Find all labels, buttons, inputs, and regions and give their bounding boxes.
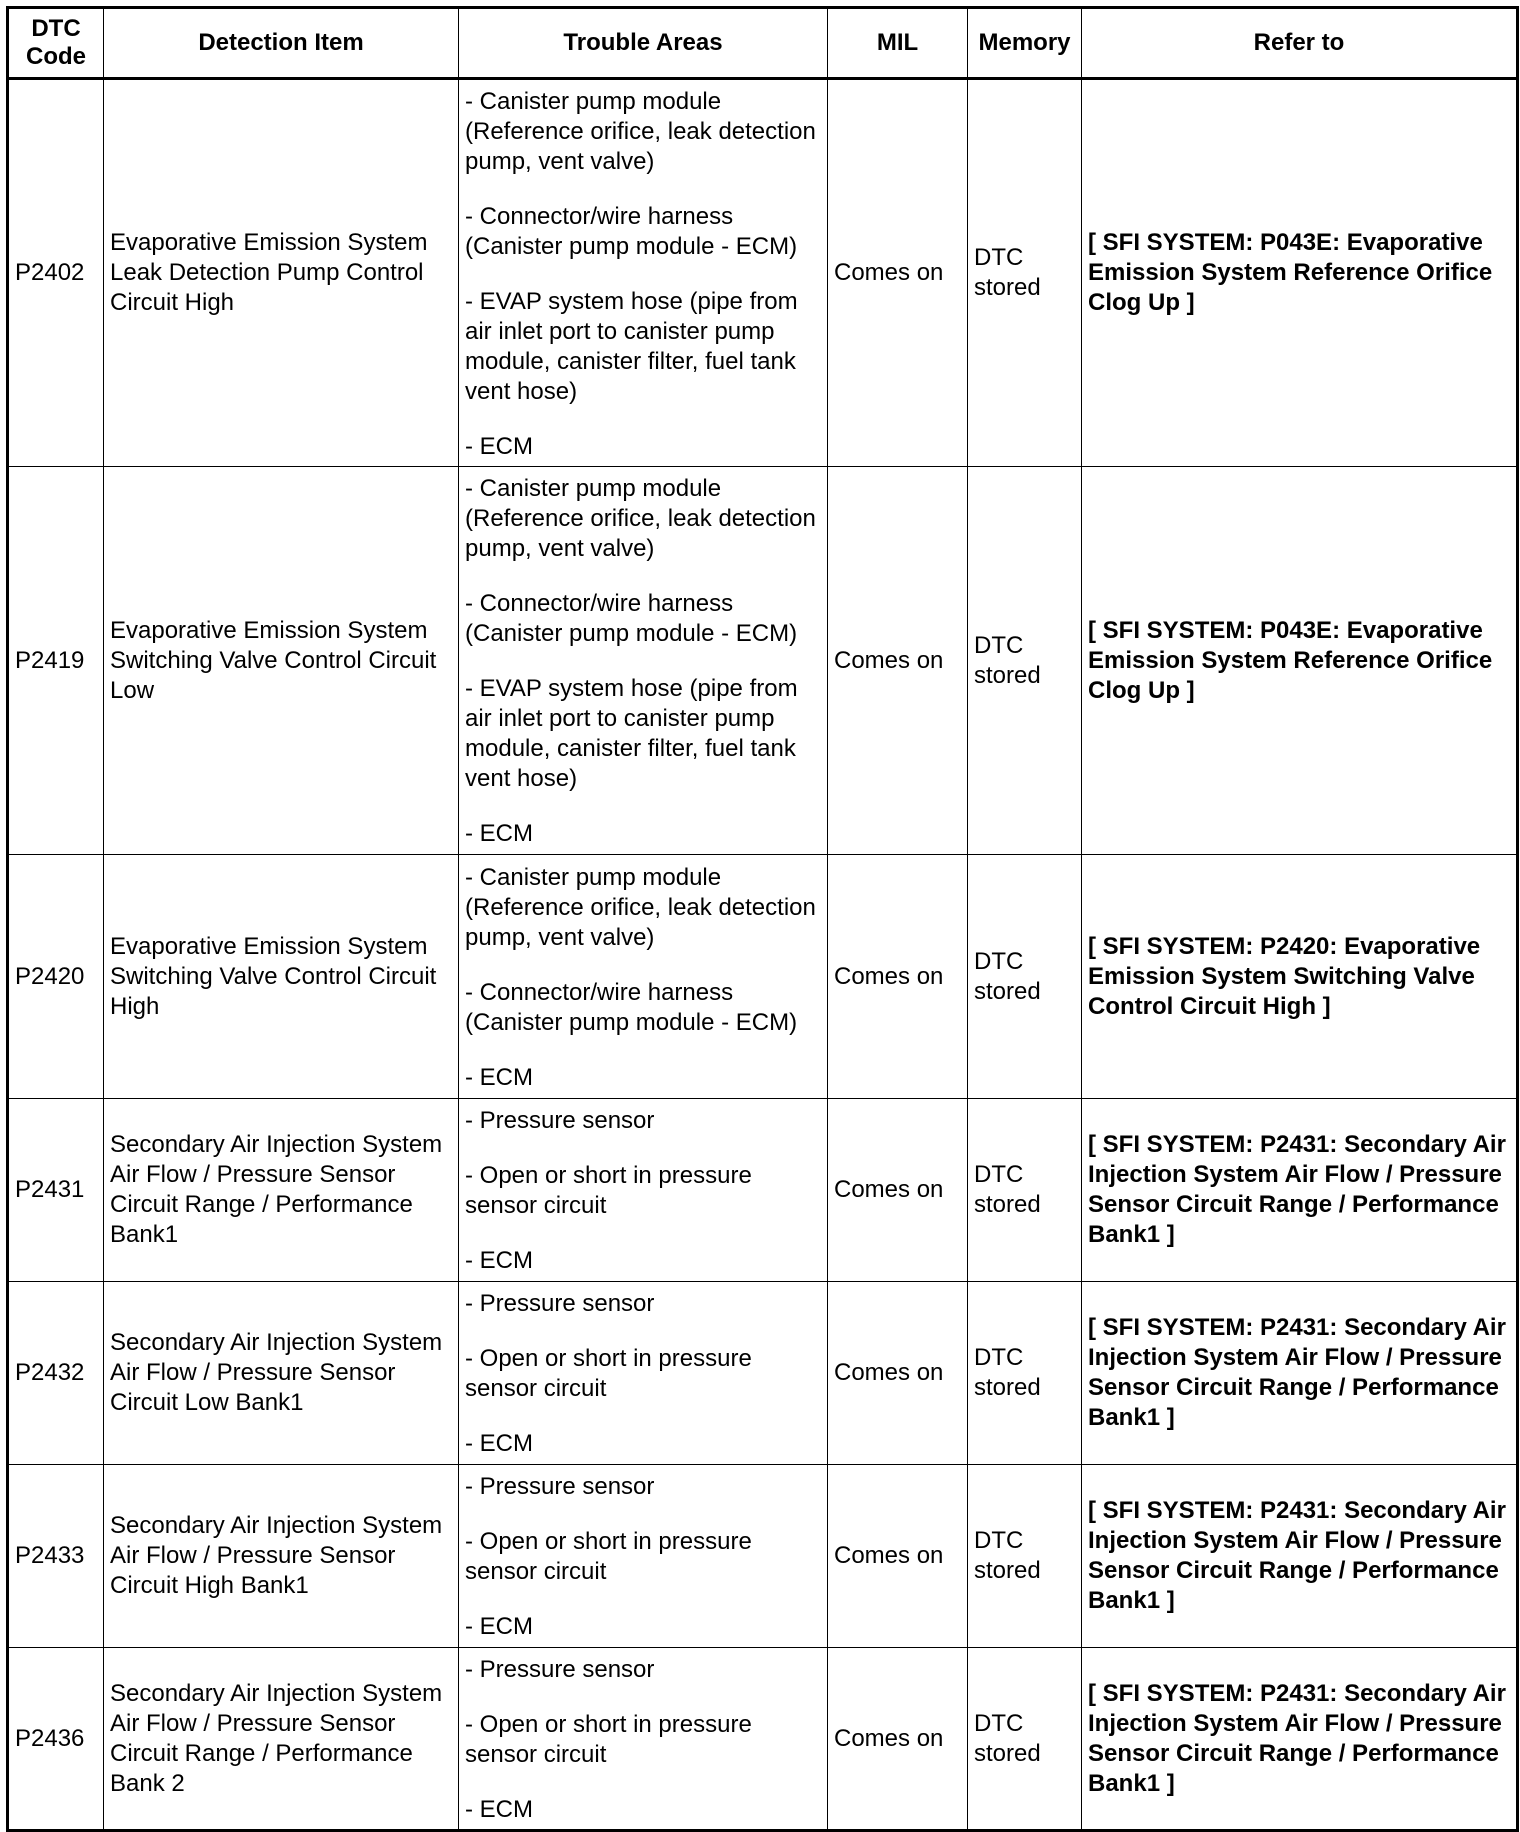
trouble-area-item: - EVAP system hose (pipe from air inlet port to canister pump module, canister filter, fuel tank vent hose) — [465, 675, 798, 792]
memory-cell: DTC stored — [968, 855, 1082, 1099]
header-detection-item: Detection Item — [104, 8, 459, 79]
table-row — [8, 1648, 1518, 1831]
trouble-area-item: - ECM — [465, 1247, 533, 1274]
mil-cell: Comes on — [828, 467, 968, 855]
trouble-areas-cell — [459, 1648, 828, 1831]
dtc-code-cell: P2402 — [8, 79, 104, 467]
detection-item-cell: Evaporative Emission System Switching Valve Control Circuit High — [104, 855, 459, 1099]
table-row — [8, 1465, 1518, 1648]
trouble-area-item: - ECM — [465, 1795, 533, 1823]
header-trouble-areas: Trouble Areas — [459, 8, 828, 79]
mil-cell: Comes on — [828, 855, 968, 1099]
header-mil: MIL — [828, 8, 968, 79]
dtc-code-cell: P2419 — [8, 467, 104, 855]
header-refer-to: Refer to — [1082, 8, 1518, 79]
trouble-area-item: - ECM — [465, 432, 533, 460]
mil-cell: Comes on — [828, 1282, 968, 1465]
header-dtc-code: DTC Code — [8, 8, 104, 79]
trouble-area-item: - Pressure sensor — [465, 1473, 655, 1500]
trouble-areas-cell — [459, 1465, 828, 1648]
refer-to-link[interactable]: [ SFI SYSTEM: P2431: Secondary Air Injection System Air Flow / Pressure Sensor Circuit Range / Performance Bank1 ] — [1082, 1465, 1518, 1648]
detection-item-cell: Evaporative Emission System Leak Detection Pump Control Circuit High — [104, 79, 459, 467]
trouble-area-item: - Pressure sensor — [465, 1290, 655, 1317]
trouble-area-item: - EVAP system hose (pipe from air inlet port to canister pump module, canister filter, fuel tank vent hose) — [465, 287, 798, 405]
trouble-area-item: - Canister pump module (Reference orifice, leak detection pump, vent valve) — [465, 87, 816, 175]
dtc-table — [6, 6, 1519, 1832]
table-row — [8, 467, 1518, 855]
memory-cell: DTC stored — [968, 1465, 1082, 1648]
trouble-area-item: - Canister pump module (Reference orifice, leak detection pump, vent valve) — [465, 863, 816, 951]
dtc-code-cell: P2436 — [8, 1648, 104, 1831]
refer-to-link[interactable]: [ SFI SYSTEM: P2420: Evaporative Emission System Switching Valve Control Circuit High ] — [1082, 855, 1518, 1099]
table-row — [8, 79, 1518, 467]
table-row — [8, 1282, 1518, 1465]
dtc-code-cell: P2420 — [8, 855, 104, 1099]
dtc-code-cell: P2431 — [8, 1099, 104, 1282]
table-header-row — [8, 8, 1518, 79]
detection-item-cell: Secondary Air Injection System Air Flow / Pressure Sensor Circuit High Bank1 — [104, 1465, 459, 1648]
refer-to-link[interactable]: [ SFI SYSTEM: P2431: Secondary Air Injection System Air Flow / Pressure Sensor Circuit Range / Performance Bank1 ] — [1082, 1648, 1518, 1831]
trouble-areas-cell — [459, 855, 828, 1099]
trouble-area-item: - ECM — [465, 820, 533, 847]
trouble-area-item: - ECM — [465, 1063, 533, 1091]
trouble-areas-cell — [459, 1099, 828, 1282]
trouble-areas-cell — [459, 79, 828, 467]
refer-to-link[interactable]: [ SFI SYSTEM: P043E: Evaporative Emission System Reference Orifice Clog Up ] — [1082, 79, 1518, 467]
refer-to-link[interactable]: [ SFI SYSTEM: P2431: Secondary Air Injection System Air Flow / Pressure Sensor Circuit Range / Performance Bank1 ] — [1082, 1282, 1518, 1465]
mil-cell: Comes on — [828, 1648, 968, 1831]
memory-cell: DTC stored — [968, 79, 1082, 467]
trouble-area-item: - ECM — [465, 1613, 533, 1640]
dtc-table-sheet — [6, 6, 1519, 1832]
memory-cell: DTC stored — [968, 467, 1082, 855]
trouble-area-item: - Pressure sensor — [465, 1107, 655, 1134]
refer-to-link[interactable]: [ SFI SYSTEM: P043E: Evaporative Emission System Reference Orifice Clog Up ] — [1082, 467, 1518, 855]
trouble-area-item: - ECM — [465, 1430, 533, 1457]
trouble-areas-cell — [459, 467, 828, 855]
detection-item-cell: Secondary Air Injection System Air Flow / Pressure Sensor Circuit Range / Performance Bank 2 — [104, 1648, 459, 1831]
table-row — [8, 855, 1518, 1099]
mil-cell: Comes on — [828, 1099, 968, 1282]
trouble-area-item: - Connector/wire harness (Canister pump module - ECM) — [465, 978, 798, 1036]
refer-to-link[interactable]: [ SFI SYSTEM: P2431: Secondary Air Injection System Air Flow / Pressure Sensor Circuit Range / Performance Bank1 ] — [1082, 1099, 1518, 1282]
header-memory: Memory — [968, 8, 1082, 79]
detection-item-cell: Secondary Air Injection System Air Flow / Pressure Sensor Circuit Range / Performance Bank1 — [104, 1099, 459, 1282]
trouble-area-item: - Open or short in pressure sensor circuit — [465, 1162, 752, 1219]
trouble-area-item: - Canister pump module (Reference orifice, leak detection pump, vent valve) — [465, 475, 816, 562]
trouble-area-item: - Open or short in pressure sensor circuit — [465, 1345, 752, 1402]
detection-item-cell: Evaporative Emission System Switching Valve Control Circuit Low — [104, 467, 459, 855]
dtc-code-cell: P2432 — [8, 1282, 104, 1465]
trouble-area-item: - Pressure sensor — [465, 1655, 655, 1683]
trouble-area-item: - Open or short in pressure sensor circuit — [465, 1528, 752, 1585]
mil-cell: Comes on — [828, 1465, 968, 1648]
trouble-area-item: - Connector/wire harness (Canister pump module - ECM) — [465, 590, 798, 647]
trouble-area-item: - Connector/wire harness (Canister pump module - ECM) — [465, 202, 798, 260]
trouble-area-item: - Open or short in pressure sensor circuit — [465, 1710, 752, 1768]
table-row — [8, 1099, 1518, 1282]
detection-item-cell: Secondary Air Injection System Air Flow / Pressure Sensor Circuit Low Bank1 — [104, 1282, 459, 1465]
memory-cell: DTC stored — [968, 1282, 1082, 1465]
trouble-areas-cell — [459, 1282, 828, 1465]
mil-cell: Comes on — [828, 79, 968, 467]
memory-cell: DTC stored — [968, 1648, 1082, 1831]
memory-cell: DTC stored — [968, 1099, 1082, 1282]
dtc-code-cell: P2433 — [8, 1465, 104, 1648]
